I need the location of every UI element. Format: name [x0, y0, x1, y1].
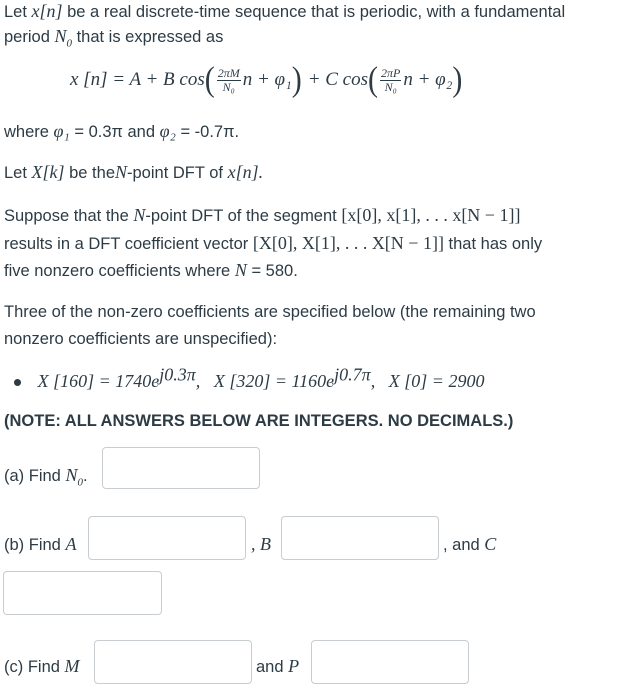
three-coeff-line-2: nonzero coefficients are unspecified): [4, 330, 278, 348]
suppose-line-3: five nonzero coefficients where N = 580. [4, 260, 298, 280]
answer-input-c[interactable] [3, 571, 162, 615]
where-line: where φ₁ = 0.3π and φ₂ = -0.7π. [4, 121, 240, 141]
answer-input-b[interactable] [281, 516, 439, 560]
part-b-label-b: , B [251, 534, 271, 554]
dft-definition-line: Let X[k] be theN-point DFT of x[n]. [4, 162, 264, 182]
intro-line-1: Let x[n] be a real discrete-time sequence that is periodic, with a fundamental [4, 1, 566, 21]
answer-input-n0[interactable] [102, 447, 260, 489]
part-a-label: (a) Find $N_0$. [4, 465, 88, 489]
n0-symbol: $N_0$ [54, 26, 72, 50]
x-n-symbol: x[n] [31, 1, 63, 21]
signal-equation: x [n] = A + B cos ( $\frac{2\pi M}{\text{N₀}}$ n + φ₁ ) + C cos ( $\frac{2\pi P}{\text{N₀}}$ n + φ₂ ) [70, 60, 463, 99]
answer-input-m[interactable] [94, 640, 252, 684]
fraction-1: $\frac{2\pi M}{\text{N₀}}$ [217, 65, 240, 94]
three-coeff-line-1: Three of the non-zero coefficients are specified below (the remaining two [4, 303, 536, 321]
part-b-label: (b) Find A [4, 534, 77, 554]
fraction-2: $\frac{2\pi P}{\text{N₀}}$ [381, 65, 401, 94]
answer-input-p[interactable] [311, 640, 469, 684]
answer-input-a[interactable] [88, 516, 246, 560]
part-c-label-p: and P [256, 656, 300, 676]
bullet-icon [14, 379, 21, 386]
part-c-label: (c) Find M [4, 656, 80, 676]
intro-line-2: period $N_0$ that is expressed as [4, 26, 224, 50]
suppose-line-1: Suppose that the N-point DFT of the segment [x[0], x[1], . . . x[N − 1]] [4, 205, 521, 225]
coefficient-list-item: X $[160] = 1740e^{j0.3\pi}$, X $[320] = 1160e^{j0.7\pi}$, X [0] = 2900 [14, 370, 484, 393]
suppose-line-2: results in a DFT coefficient vector [X[0], X[1], . . . X[N − 1]] that has only [4, 233, 543, 253]
part-b-label-c: , and C [443, 534, 497, 554]
note-text: (NOTE: ALL ANSWERS BELOW ARE INTEGERS. NO DECIMALS.) [4, 412, 514, 430]
